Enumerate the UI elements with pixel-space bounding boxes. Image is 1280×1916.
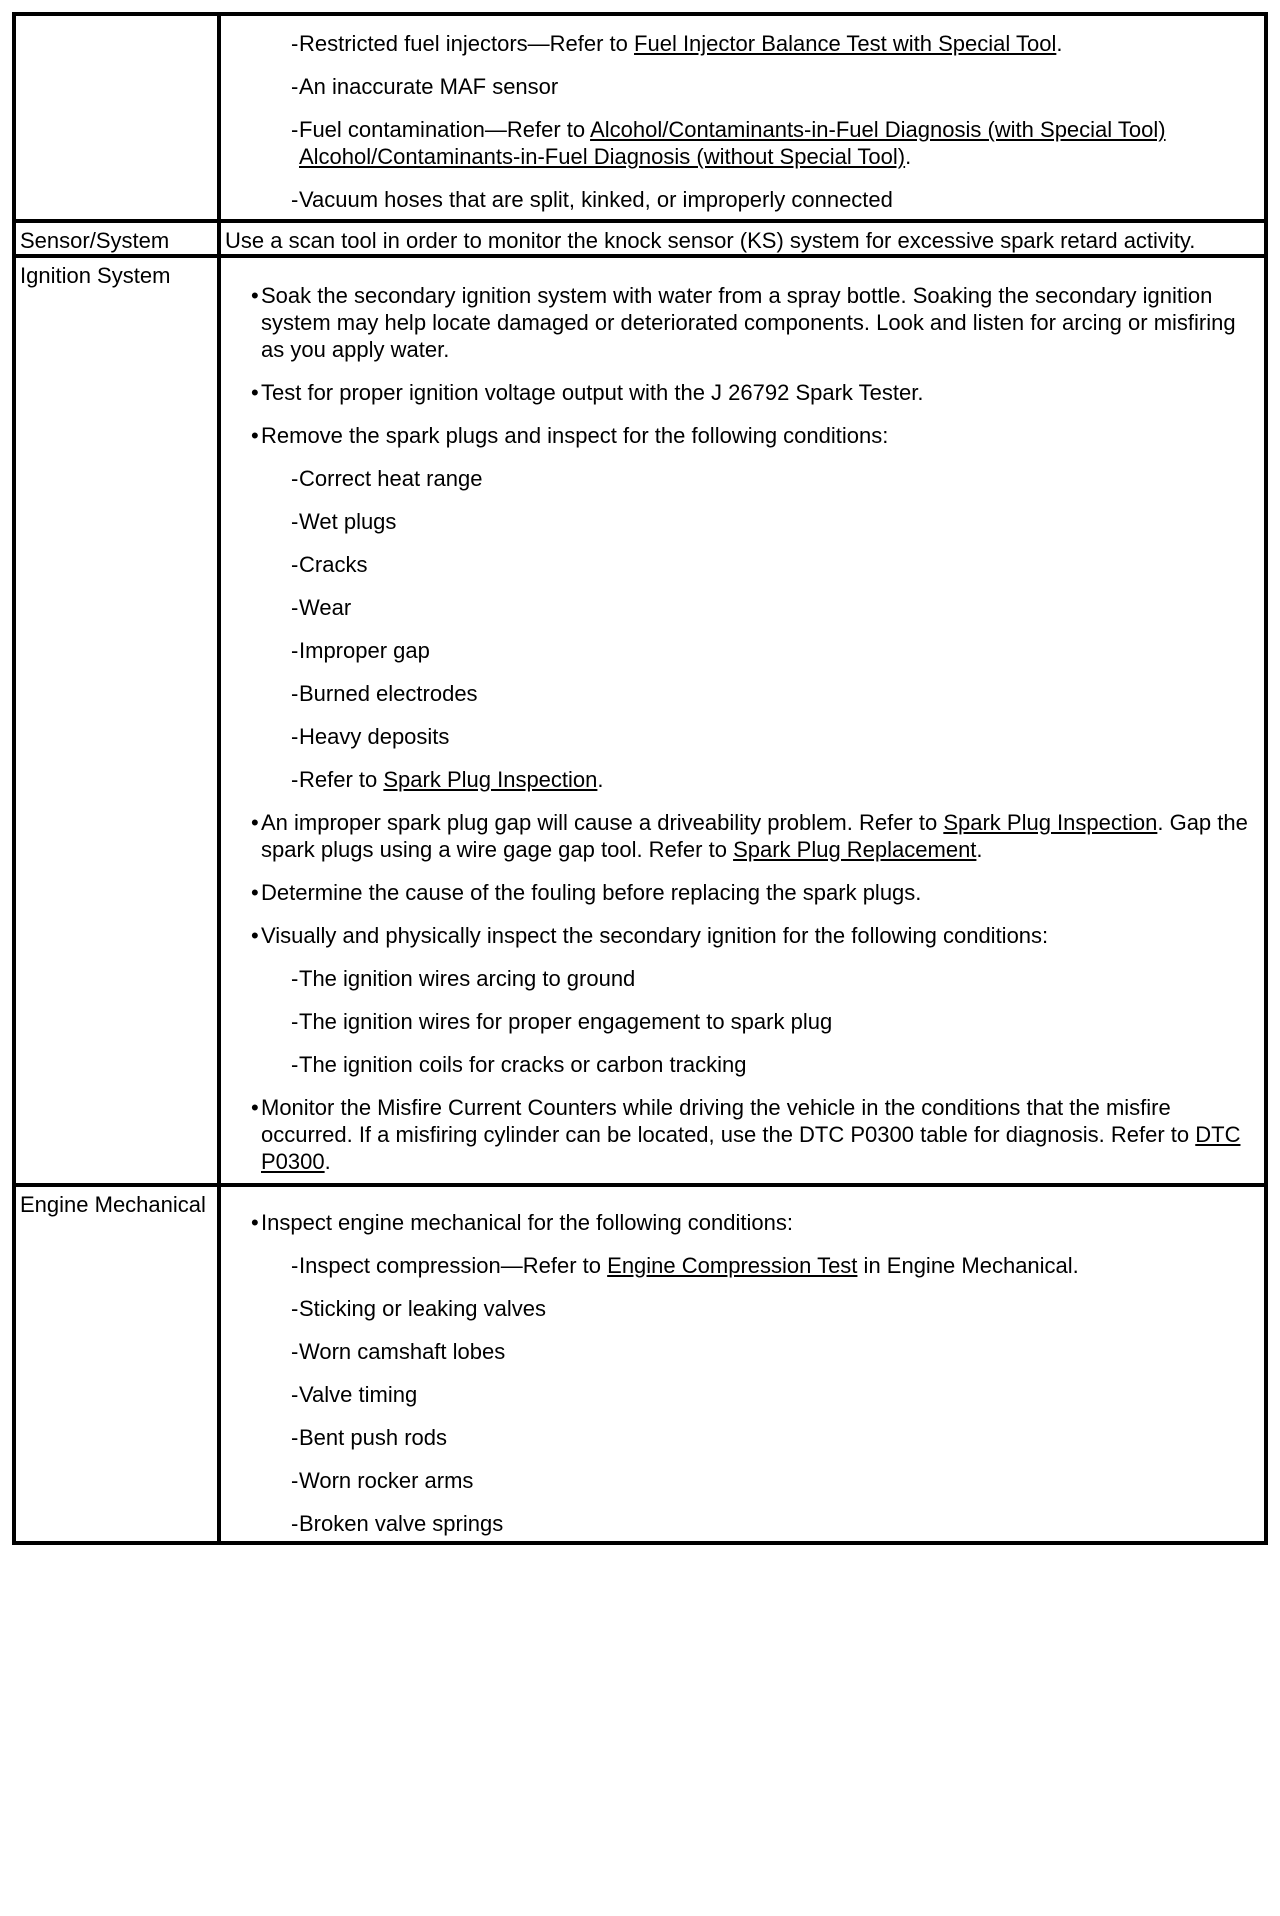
sub-item — [221, 1295, 1264, 1322]
sub-item — [221, 965, 1264, 992]
item-text: Worn rocker arms — [299, 1468, 474, 1493]
bullet-item — [221, 1209, 1264, 1236]
item-text: Wear — [299, 595, 352, 620]
diagnosis-table-body — [14, 14, 1266, 1543]
item-text: Wet plugs — [299, 509, 397, 534]
sub-item — [221, 1252, 1264, 1279]
reference-link[interactable]: Alcohol/Contaminants-in-Fuel Diagnosis (without Special Tool) — [299, 144, 906, 169]
sub-item — [221, 116, 1264, 170]
item-text: . — [597, 767, 604, 792]
bullet-item — [221, 282, 1264, 363]
item-text: Test for proper ignition voltage output with the J 26792 Spark Tester. — [261, 380, 924, 405]
reference-link[interactable]: DTC P0300 — [261, 1122, 1241, 1174]
item-text: in Engine Mechanical. — [857, 1253, 1079, 1278]
item-text: An inaccurate MAF sensor — [299, 74, 559, 99]
row-content — [219, 1185, 1266, 1543]
sub-item — [221, 186, 1264, 213]
reference-link[interactable]: Fuel Injector Balance Test with Special Tool — [634, 31, 1057, 56]
row-content — [219, 221, 1266, 256]
sub-item — [221, 637, 1264, 664]
item-text: Vacuum hoses that are split, kinked, or improperly connected — [299, 187, 893, 212]
diagnosis-page — [12, 12, 1268, 1545]
item-text: . — [905, 144, 912, 169]
item-text: . — [324, 1149, 331, 1174]
item-text: The ignition wires arcing to ground — [299, 966, 636, 991]
bullet-item — [221, 809, 1264, 863]
item-text: An improper spark plug gap will cause a driveability problem. Refer to — [261, 810, 944, 835]
row-engine-mechanical — [14, 1185, 1266, 1543]
item-text: Sticking or leaking valves — [299, 1296, 547, 1321]
diagnosis-table — [12, 12, 1268, 1545]
item-text: Restricted fuel injectors—Refer to — [299, 31, 635, 56]
sub-item — [221, 508, 1264, 535]
row-label: Ignition System — [14, 256, 219, 1185]
item-text: Remove the spark plugs and inspect for the following conditions: — [261, 423, 889, 448]
row-ignition-system — [14, 256, 1266, 1185]
sub-item — [221, 1467, 1264, 1494]
bullet-item — [221, 1094, 1264, 1175]
row-label: Engine Mechanical — [14, 1185, 219, 1543]
item-text: Heavy deposits — [299, 724, 450, 749]
sub-item — [221, 594, 1264, 621]
sub-item — [221, 1424, 1264, 1451]
sub-item — [221, 1381, 1264, 1408]
item-text: Determine the cause of the fouling before replacing the spark plugs. — [261, 880, 922, 905]
item-text: . Gap the spark plugs using a wire gage gap tool. Refer to — [261, 810, 1248, 862]
row-content — [219, 256, 1266, 1185]
sub-item — [221, 73, 1264, 100]
sub-item — [221, 1510, 1264, 1537]
bullet-item — [221, 422, 1264, 449]
item-text: Inspect compression—Refer to — [299, 1253, 608, 1278]
item-text: . — [976, 837, 983, 862]
row-label: Sensor/System — [14, 221, 219, 256]
row-content — [219, 14, 1266, 221]
sub-item — [221, 551, 1264, 578]
item-text: . — [1056, 31, 1063, 56]
item-text: Bent push rods — [299, 1425, 447, 1450]
item-text: Refer to — [299, 767, 384, 792]
row-label — [14, 14, 219, 221]
item-text: Soak the secondary ignition system with water from a spray bottle. Soaking the secondary ignition system may help locate damaged or deteriorated components. Look and listen for arcing or misfiring as you apply water. — [261, 283, 1236, 362]
row-fuel-system-cont — [14, 14, 1266, 221]
reference-link[interactable]: Spark Plug Replacement — [733, 837, 977, 862]
reference-link[interactable]: Spark Plug Inspection — [943, 810, 1158, 835]
bullet-item — [221, 879, 1264, 906]
item-text: Broken valve springs — [299, 1511, 504, 1536]
sub-item — [221, 1008, 1264, 1035]
item-text: Improper gap — [299, 638, 430, 663]
reference-link[interactable]: Alcohol/Contaminants-in-Fuel Diagnosis (with Special Tool) — [590, 117, 1166, 142]
bullet-item — [221, 379, 1264, 406]
row-sensor-system — [14, 221, 1266, 256]
description-text — [221, 223, 1264, 254]
item-text: The ignition coils for cracks or carbon tracking — [299, 1052, 747, 1077]
item-text: Monitor the Misfire Current Counters while driving the vehicle in the conditions that the misfire occurred. If a misfiring cylinder can be located, use the DTC P0300 table for diagnosis. Refer to — [261, 1095, 1196, 1147]
bullet-item — [221, 922, 1264, 949]
sub-item — [221, 723, 1264, 750]
item-text: Cracks — [299, 552, 368, 577]
item-text: The ignition wires for proper engagement to spark plug — [299, 1009, 833, 1034]
item-text: Burned electrodes — [299, 681, 478, 706]
sub-item — [221, 465, 1264, 492]
item-text: Worn camshaft lobes — [299, 1339, 506, 1364]
sub-item — [221, 30, 1264, 57]
sub-item — [221, 766, 1264, 793]
reference-link[interactable]: Spark Plug Inspection — [383, 767, 598, 792]
sub-item — [221, 1051, 1264, 1078]
item-text: Correct heat range — [299, 466, 483, 491]
sub-item — [221, 1338, 1264, 1365]
reference-link[interactable]: Engine Compression Test — [607, 1253, 858, 1278]
item-text: Valve timing — [299, 1382, 418, 1407]
item-text: Inspect engine mechanical for the following conditions: — [261, 1210, 793, 1235]
item-text: Use a scan tool in order to monitor the knock sensor (KS) system for excessive spark retard activity. — [225, 228, 1196, 253]
sub-item — [221, 680, 1264, 707]
item-text: Fuel contamination—Refer to — [299, 117, 591, 142]
item-text: Visually and physically inspect the secondary ignition for the following conditions: — [261, 923, 1049, 948]
